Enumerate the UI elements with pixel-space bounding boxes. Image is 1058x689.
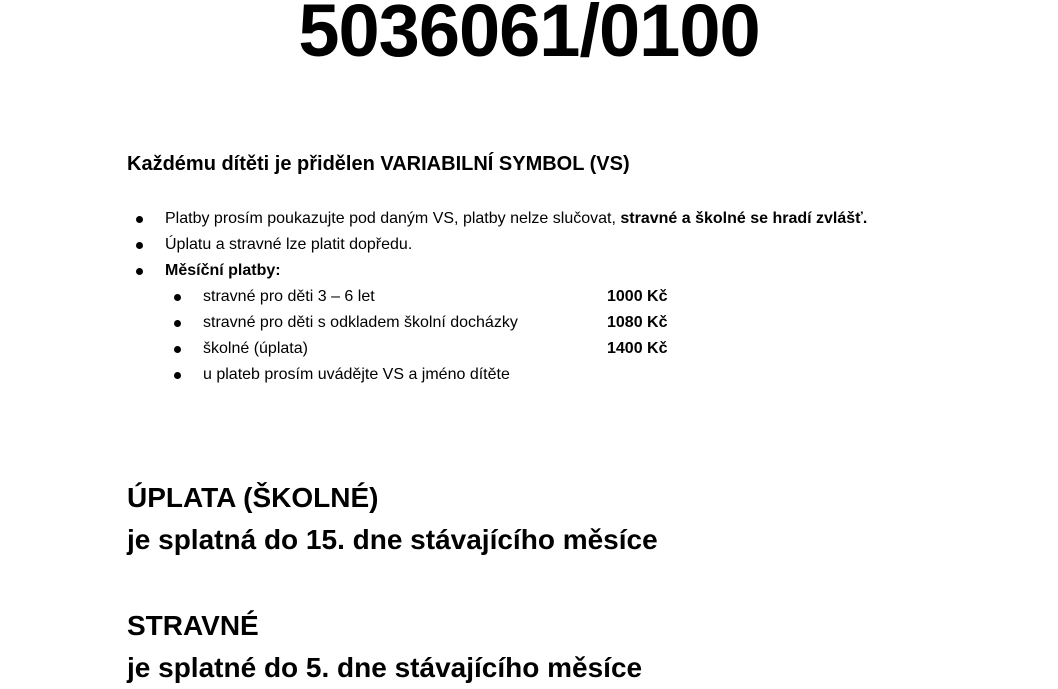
list-item [127, 206, 907, 232]
bullet-icon [136, 268, 143, 275]
payment-instruction-emphasis: stravné a školné se hradí zvlášť. [620, 210, 868, 227]
bullet-icon [174, 346, 181, 353]
variable-symbol-heading: Každému dítěti je přidělen VARIABILNÍ SYMBOL (VS) [127, 153, 630, 175]
stravne-deadline: je splatné do 5. dne stávajícího měsíce [127, 652, 643, 683]
payment-instruction-text: Platby prosím poukazujte pod daným VS, platby nelze slučovat, [165, 210, 621, 227]
stravne-title: STRAVNÉ [127, 610, 259, 641]
bullet-icon [174, 372, 181, 379]
bullet-icon [174, 320, 181, 327]
fee-label: stravné pro děti 3 – 6 let [203, 288, 375, 305]
bullet-icon [136, 242, 143, 249]
account-number: 5036061/0100 [298, 0, 760, 72]
fee-label: školné (úplata) [203, 340, 308, 357]
fee-item [165, 310, 907, 336]
uplata-deadline: je splatná do 15. dne stávajícího měsíce [127, 524, 658, 555]
payment-info-list [127, 206, 907, 388]
fee-item [165, 362, 907, 388]
fee-item [165, 284, 907, 310]
list-item [127, 232, 907, 258]
prepayment-text: Úplatu a stravné lze platit dopředu. [165, 236, 413, 253]
bullet-icon [174, 294, 181, 301]
fee-label: stravné pro děti s odkladem školní docházky [203, 314, 518, 331]
fee-amount: 1000 Kč [607, 288, 668, 305]
fee-amount: 1400 Kč [607, 340, 668, 357]
bullet-icon [136, 216, 143, 223]
fee-list [165, 284, 907, 388]
monthly-payments-heading: Měsíční platby: [165, 262, 281, 279]
fee-note: u plateb prosím uvádějte VS a jméno dítěte [203, 366, 510, 383]
fee-item [165, 336, 907, 362]
list-item [127, 258, 907, 388]
fee-amount: 1080 Kč [607, 314, 668, 331]
uplata-title: ÚPLATA (ŠKOLNÉ) [127, 482, 379, 513]
